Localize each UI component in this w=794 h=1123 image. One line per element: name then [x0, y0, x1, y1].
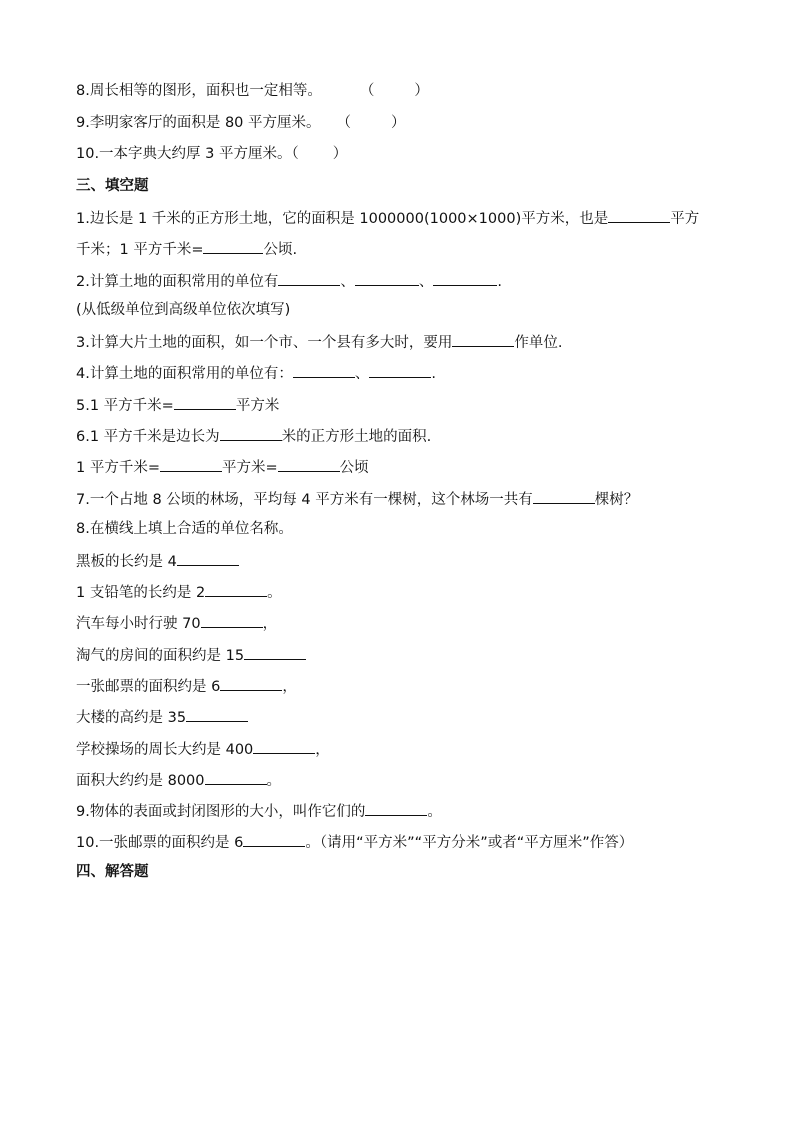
unit-item: [76, 705, 248, 727]
item-end: ，: [282, 679, 297, 695]
answer-blank[interactable]: [201, 611, 263, 628]
item-text: 黑板的长约是 4: [76, 554, 177, 570]
answer-blank[interactable]: [365, 799, 427, 816]
fill-question-1-line-1: [76, 206, 699, 228]
separator: 、: [340, 274, 355, 290]
answer-blank[interactable]: [433, 269, 497, 286]
question-text: 1 平方千米=: [76, 460, 160, 476]
question-text: .: [431, 366, 436, 382]
fill-question-6-line-2: [76, 455, 369, 477]
item-text: 汽车每小时行驶 70: [76, 616, 201, 632]
item-text: 面积大约约是 8000: [76, 773, 205, 789]
answer-blank[interactable]: [205, 580, 267, 597]
answer-blank[interactable]: [177, 549, 239, 566]
question-text: 。: [427, 804, 442, 820]
question-text: 4.计算土地的面积常用的单位有：: [76, 366, 293, 382]
question-text: 3.计算大片土地的面积，如一个市、一个县有多大时，要用: [76, 335, 453, 351]
unit-item: [76, 643, 306, 665]
fill-question-1-line-2: [76, 237, 297, 259]
answer-paren-open: （: [359, 83, 375, 99]
answer-blank[interactable]: [220, 424, 282, 441]
fill-question-9: [76, 799, 442, 821]
question-text: 千米；1 平方千米=: [76, 242, 204, 258]
question-text: 9.物体的表面或封闭图形的大小，叫作它们的: [76, 804, 366, 820]
item-end: ，: [315, 742, 330, 758]
tf-question-8: [76, 80, 429, 102]
question-text: 公顷: [339, 460, 369, 476]
item-end: ，: [262, 616, 278, 632]
answer-blank[interactable]: [278, 455, 340, 472]
fill-question-4: [76, 361, 436, 383]
answer-paren-close: ）: [414, 83, 429, 99]
tf-question-9: [76, 112, 406, 134]
question-text: 。（请用“平方米”“平方分米”或者“平方厘米”作答）: [305, 835, 634, 851]
question-text: 10.一张邮票的面积约是 6: [76, 835, 244, 851]
answer-blank[interactable]: [186, 705, 248, 722]
answer-paren-open: （: [336, 115, 352, 131]
question-text: 2.计算土地的面积常用的单位有: [76, 274, 279, 290]
fill-question-8-title: 8.在横线上填上合适的单位名称。: [76, 521, 293, 537]
answer-blank[interactable]: [160, 455, 222, 472]
answer-blank[interactable]: [253, 737, 315, 754]
answer-blank[interactable]: [243, 830, 305, 847]
answer-blank[interactable]: [369, 361, 431, 378]
answer-paren-open: （: [291, 146, 299, 162]
answer-blank[interactable]: [174, 393, 236, 410]
item-text: 1 支铅笔的长约是 2: [76, 585, 206, 601]
unit-item: [76, 580, 282, 602]
question-text: 平方米=: [221, 460, 278, 476]
question-text: 6.1 平方千米是边长为: [76, 429, 220, 445]
answer-blank[interactable]: [355, 269, 419, 286]
separator: 、: [354, 366, 370, 382]
unit-item: [76, 768, 281, 790]
fill-question-5: [76, 393, 279, 415]
question-text: 1.边长是 1 千米的正方形土地，它的面积是 1000000(1000×1000)平方米，也是: [76, 211, 609, 227]
answer-blank[interactable]: [203, 237, 263, 254]
answer-blank[interactable]: [452, 330, 514, 347]
question-text: 作单位.: [514, 335, 563, 351]
item-end: 。: [267, 585, 282, 601]
fill-question-3: [76, 330, 562, 352]
item-text: 大楼的高约是 35: [76, 710, 187, 726]
answer-blank[interactable]: [293, 361, 355, 378]
answer-blank[interactable]: [205, 768, 267, 785]
answer-blank[interactable]: [278, 269, 340, 286]
question-text: 10.一本字典大约厚 3 平方厘米。: [76, 146, 292, 162]
item-text: 学校操场的周长大约是 400: [76, 742, 254, 758]
item-text: 一张邮票的面积约是 6: [76, 679, 221, 695]
answer-blank[interactable]: [608, 206, 670, 223]
question-text: 米的正方形土地的面积.: [281, 429, 432, 445]
question-text: 5.1 平方千米=: [76, 398, 174, 414]
question-text: 平方: [670, 211, 700, 227]
question-text: 9.李明家客厅的面积是 80 平方厘米。: [76, 115, 321, 131]
question-text: 8.周长相等的图形，面积也一定相等。: [76, 83, 322, 99]
unit-item: [76, 611, 277, 633]
fill-question-2: [76, 269, 502, 291]
answer-blank[interactable]: [220, 674, 282, 691]
fill-question-7: [76, 487, 638, 509]
question-text: .: [497, 274, 502, 290]
answer-paren-close: ）: [391, 115, 406, 131]
item-text: 淘气的房间的面积约是 15: [76, 648, 245, 664]
fill-question-6-line-1: [76, 424, 431, 446]
answer-blank[interactable]: [244, 643, 306, 660]
section-heading-fill-blank: 三、填空题: [76, 178, 149, 194]
answer-blank[interactable]: [533, 487, 595, 504]
unit-item: [76, 549, 239, 571]
question-text: 公顷.: [263, 242, 298, 258]
unit-item: [76, 737, 330, 759]
unit-item: [76, 674, 297, 696]
fill-question-2-note: (从低级单位到高级单位依次填写): [76, 302, 291, 318]
question-text: 棵树？: [594, 492, 639, 508]
section-heading-solve: 四、解答题: [76, 864, 149, 880]
question-text: 7.一个占地 8 公顷的林场，平均每 4 平方米有一棵树，这个林场一共有: [76, 492, 533, 508]
tf-question-10: [76, 143, 347, 165]
fill-question-10: [76, 830, 633, 852]
separator: 、: [418, 274, 434, 290]
answer-paren-close: ）: [332, 146, 348, 162]
item-end: 。: [266, 773, 282, 789]
question-text: 平方米: [235, 398, 280, 414]
